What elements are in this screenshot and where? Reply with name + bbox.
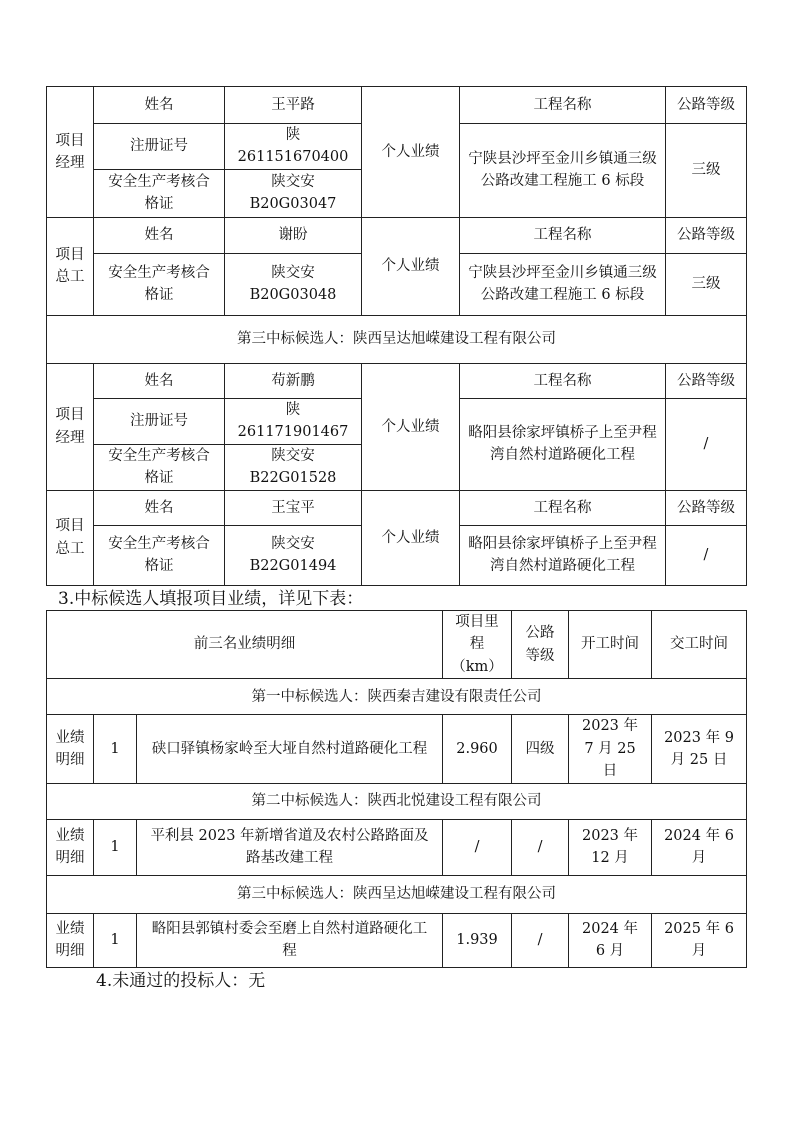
section-3-heading: 3.中标候选人填报项目业绩，详见下表： <box>58 589 364 609</box>
person-name: 谢盼 <box>225 217 362 253</box>
row-number: 1 <box>94 715 137 783</box>
road-grade: 三级 <box>666 253 747 315</box>
safety-number: 陕交安 B22G01494 <box>225 525 362 585</box>
row-number: 1 <box>94 913 137 967</box>
start-date: 2023 年 7 月 25 日 <box>569 715 652 783</box>
road-grade: 四级 <box>512 715 569 783</box>
road-grade: / <box>666 525 747 585</box>
road-grade: / <box>512 913 569 967</box>
table-row <box>47 217 747 253</box>
row-label: 业绩明细 <box>47 819 94 875</box>
project-name: 略阳县徐家坪镇桥子上至尹程湾自然村道路硬化工程 <box>460 398 666 490</box>
header-cell: 公路等级 <box>666 490 747 525</box>
personal-performance-label: 个人业绩 <box>362 217 460 315</box>
header-cell: 工程名称 <box>460 217 666 253</box>
table-row <box>47 363 747 398</box>
header-cell: 姓名 <box>94 363 225 398</box>
header-cell: 公路等级 <box>666 363 747 398</box>
header-cell: 项目里程（km） <box>443 611 512 679</box>
header-cell: 公路等级 <box>512 611 569 679</box>
project-name: 略阳县徐家坪镇桥子上至尹程湾自然村道路硬化工程 <box>460 525 666 585</box>
row-label: 业绩明细 <box>47 715 94 783</box>
person-name: 苟新鹏 <box>225 363 362 398</box>
header-cell: 安全生产考核合格证 <box>94 525 225 585</box>
header-cell: 安全生产考核合格证 <box>94 444 225 490</box>
person-name: 王宝平 <box>225 490 362 525</box>
row-number: 1 <box>94 819 137 875</box>
header-cell: 姓名 <box>94 217 225 253</box>
table-row <box>47 315 747 363</box>
reg-number: 陕 261171901467 <box>225 398 362 444</box>
role-cell: 项目总工 <box>47 490 94 585</box>
header-cell: 姓名 <box>94 87 225 124</box>
role-cell: 项目经理 <box>47 363 94 490</box>
header-cell: 工程名称 <box>460 87 666 124</box>
candidate-title: 第一中标候选人：陕西秦吉建设有限责任公司 <box>47 679 747 715</box>
safety-number: 陕交安 B20G03048 <box>225 253 362 315</box>
role-cell: 项目经理 <box>47 87 94 218</box>
table-row <box>47 819 747 875</box>
project-name: 略阳县郭镇村委会至磨上自然村道路硬化工程 <box>137 913 443 967</box>
personal-performance-label: 个人业绩 <box>362 87 460 218</box>
table-header-row <box>47 611 747 679</box>
project-name: 宁陕县沙坪至金川乡镇通三级公路改建工程施工 6 标段 <box>460 253 666 315</box>
road-grade: 三级 <box>666 124 747 218</box>
section-4-text: 4.未通过的投标人：无 <box>96 971 266 991</box>
header-cell: 安全生产考核合格证 <box>94 253 225 315</box>
row-label: 业绩明细 <box>47 913 94 967</box>
header-cell: 前三名业绩明细 <box>47 611 443 679</box>
mileage: 2.960 <box>443 715 512 783</box>
end-date: 2024 年 6 月 <box>652 819 747 875</box>
header-cell: 姓名 <box>94 490 225 525</box>
header-cell: 工程名称 <box>460 363 666 398</box>
person-name: 王平路 <box>225 87 362 124</box>
personal-performance-label: 个人业绩 <box>362 363 460 490</box>
header-cell: 交工时间 <box>652 611 747 679</box>
table-row <box>47 715 747 783</box>
safety-number: 陕交安 B20G03047 <box>225 169 362 217</box>
table-row <box>47 490 747 525</box>
header-cell: 工程名称 <box>460 490 666 525</box>
header-cell: 注册证号 <box>94 124 225 170</box>
personal-performance-label: 个人业绩 <box>362 490 460 585</box>
mileage: 1.939 <box>443 913 512 967</box>
project-name: 宁陕县沙坪至金川乡镇通三级公路改建工程施工 6 标段 <box>460 124 666 218</box>
candidate-title: 第三中标候选人：陕西呈达旭嵘建设工程有限公司 <box>47 875 747 913</box>
candidate-title: 第三中标候选人：陕西呈达旭嵘建设工程有限公司 <box>47 315 747 363</box>
table-row <box>47 783 747 819</box>
project-name: 硖口驿镇杨家岭至大垭自然村道路硬化工程 <box>137 715 443 783</box>
project-name: 平利县 2023 年新增省道及农村公路路面及路基改建工程 <box>137 819 443 875</box>
road-grade: / <box>512 819 569 875</box>
table-row <box>47 87 747 124</box>
performance-table <box>46 610 747 968</box>
end-date: 2023 年 9 月 25 日 <box>652 715 747 783</box>
header-cell: 注册证号 <box>94 398 225 444</box>
mileage: / <box>443 819 512 875</box>
table-row <box>47 679 747 715</box>
start-date: 2023 年 12 月 <box>569 819 652 875</box>
header-cell: 安全生产考核合格证 <box>94 169 225 217</box>
header-cell: 公路等级 <box>666 217 747 253</box>
header-cell: 公路等级 <box>666 87 747 124</box>
reg-number: 陕 261151670400 <box>225 124 362 170</box>
personnel-table <box>46 86 747 586</box>
candidate-title: 第二中标候选人：陕西北悦建设工程有限公司 <box>47 783 747 819</box>
end-date: 2025 年 6 月 <box>652 913 747 967</box>
road-grade: / <box>666 398 747 490</box>
table-row <box>47 913 747 967</box>
table-row <box>47 875 747 913</box>
start-date: 2024 年 6 月 <box>569 913 652 967</box>
role-cell: 项目总工 <box>47 217 94 315</box>
header-cell: 开工时间 <box>569 611 652 679</box>
safety-number: 陕交安 B22G01528 <box>225 444 362 490</box>
